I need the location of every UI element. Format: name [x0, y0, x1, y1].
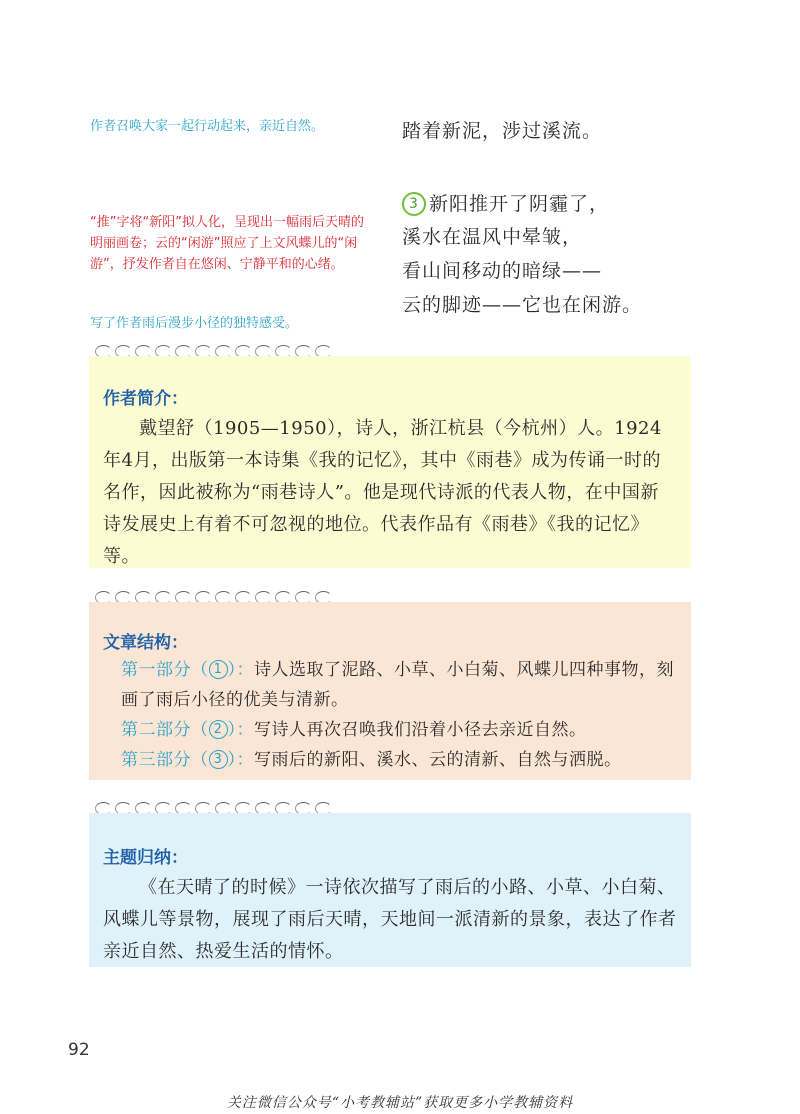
part-number-badge: 3: [209, 750, 228, 769]
structure-part-2: [103, 715, 677, 745]
annotation-call-to-nature: 作者召唤大家一起行动起来，亲近自然。: [90, 119, 325, 134]
part-label: ）：: [227, 720, 254, 740]
stanza-number-badge: 3: [402, 192, 426, 216]
author-intro-text: 戴望舒（1905—1950），诗人，浙江杭县（今杭州）人。1924年4月，出版第一本诗集《我的记忆》，其中《雨巷》成为传诵一时的名作，因此被称为“雨巷诗人”。他是现代诗派的代表人物，在中国新诗发展史上有着不可忽视的地位。代表作品有《雨巷》《我的记忆》等。: [103, 418, 662, 567]
structure-box: [89, 602, 691, 780]
poem-stanza-3-line-4: 云的脚迹——它也在闲游。: [402, 294, 643, 316]
part-number-badge: 2: [209, 720, 228, 739]
poem-line-top: 踏着新泥，涉过溪流。: [402, 120, 603, 142]
poem-line-text: 新阳推开了阴霾了，: [429, 193, 610, 215]
poem-stanza-3-line-1: [402, 189, 609, 216]
author-intro-title: 作者简介：: [103, 389, 188, 409]
structure-title: 文章结构：: [103, 633, 188, 653]
poem-stanza-3-line-3: 看山间移动的暗绿——: [402, 260, 603, 282]
theme-summary-text: 《在天晴了的时候》一诗依次描写了雨后的小路、小草、小白菊、风蝶儿等景物，展现了雨后天晴，天地间一派清新的景象，表达了作者亲近自然、热爱生活的情怀。: [103, 877, 677, 962]
annotation-personification: “推”字将“新阳”拟人化，呈现出一幅雨后天晴的明丽画卷；云的“闲游”照应了上文风蝶儿的“闲游”，抒发作者自在悠闲、宁静平和的心绪。: [90, 215, 364, 272]
part-label: 第二部分（: [121, 720, 209, 740]
part-label: 第一部分（: [121, 660, 209, 680]
part-text: 诗人选取了泥路、小草、小白菊、风蝶儿四种事物，刻画了雨后小径的优美与清新。: [121, 660, 674, 710]
page-number: 92: [68, 1040, 90, 1060]
part-text: 写雨后的新阳、溪水、云的清新、自然与洒脱。: [254, 750, 622, 770]
part-label: 第三部分（: [121, 750, 209, 770]
structure-part-3: [103, 745, 677, 775]
author-intro-box: [89, 356, 691, 568]
footer-watermark: 关注微信公众号“小考教辅站”获取更多小学教辅资料: [226, 1095, 574, 1111]
theme-summary-box: [89, 813, 691, 967]
part-text: 写诗人再次召唤我们沿着小径去亲近自然。: [254, 720, 587, 740]
structure-part-1: [103, 655, 677, 715]
annotation-walk-feeling: 写了作者雨后漫步小径的独特感受。: [90, 316, 299, 331]
part-number-badge: 1: [209, 660, 228, 679]
part-label: ）：: [227, 660, 254, 680]
poem-stanza-3-line-2: 溪水在温风中晕皱，: [402, 226, 583, 248]
part-label: ）：: [227, 750, 254, 770]
theme-summary-title: 主题归纳：: [103, 848, 188, 868]
